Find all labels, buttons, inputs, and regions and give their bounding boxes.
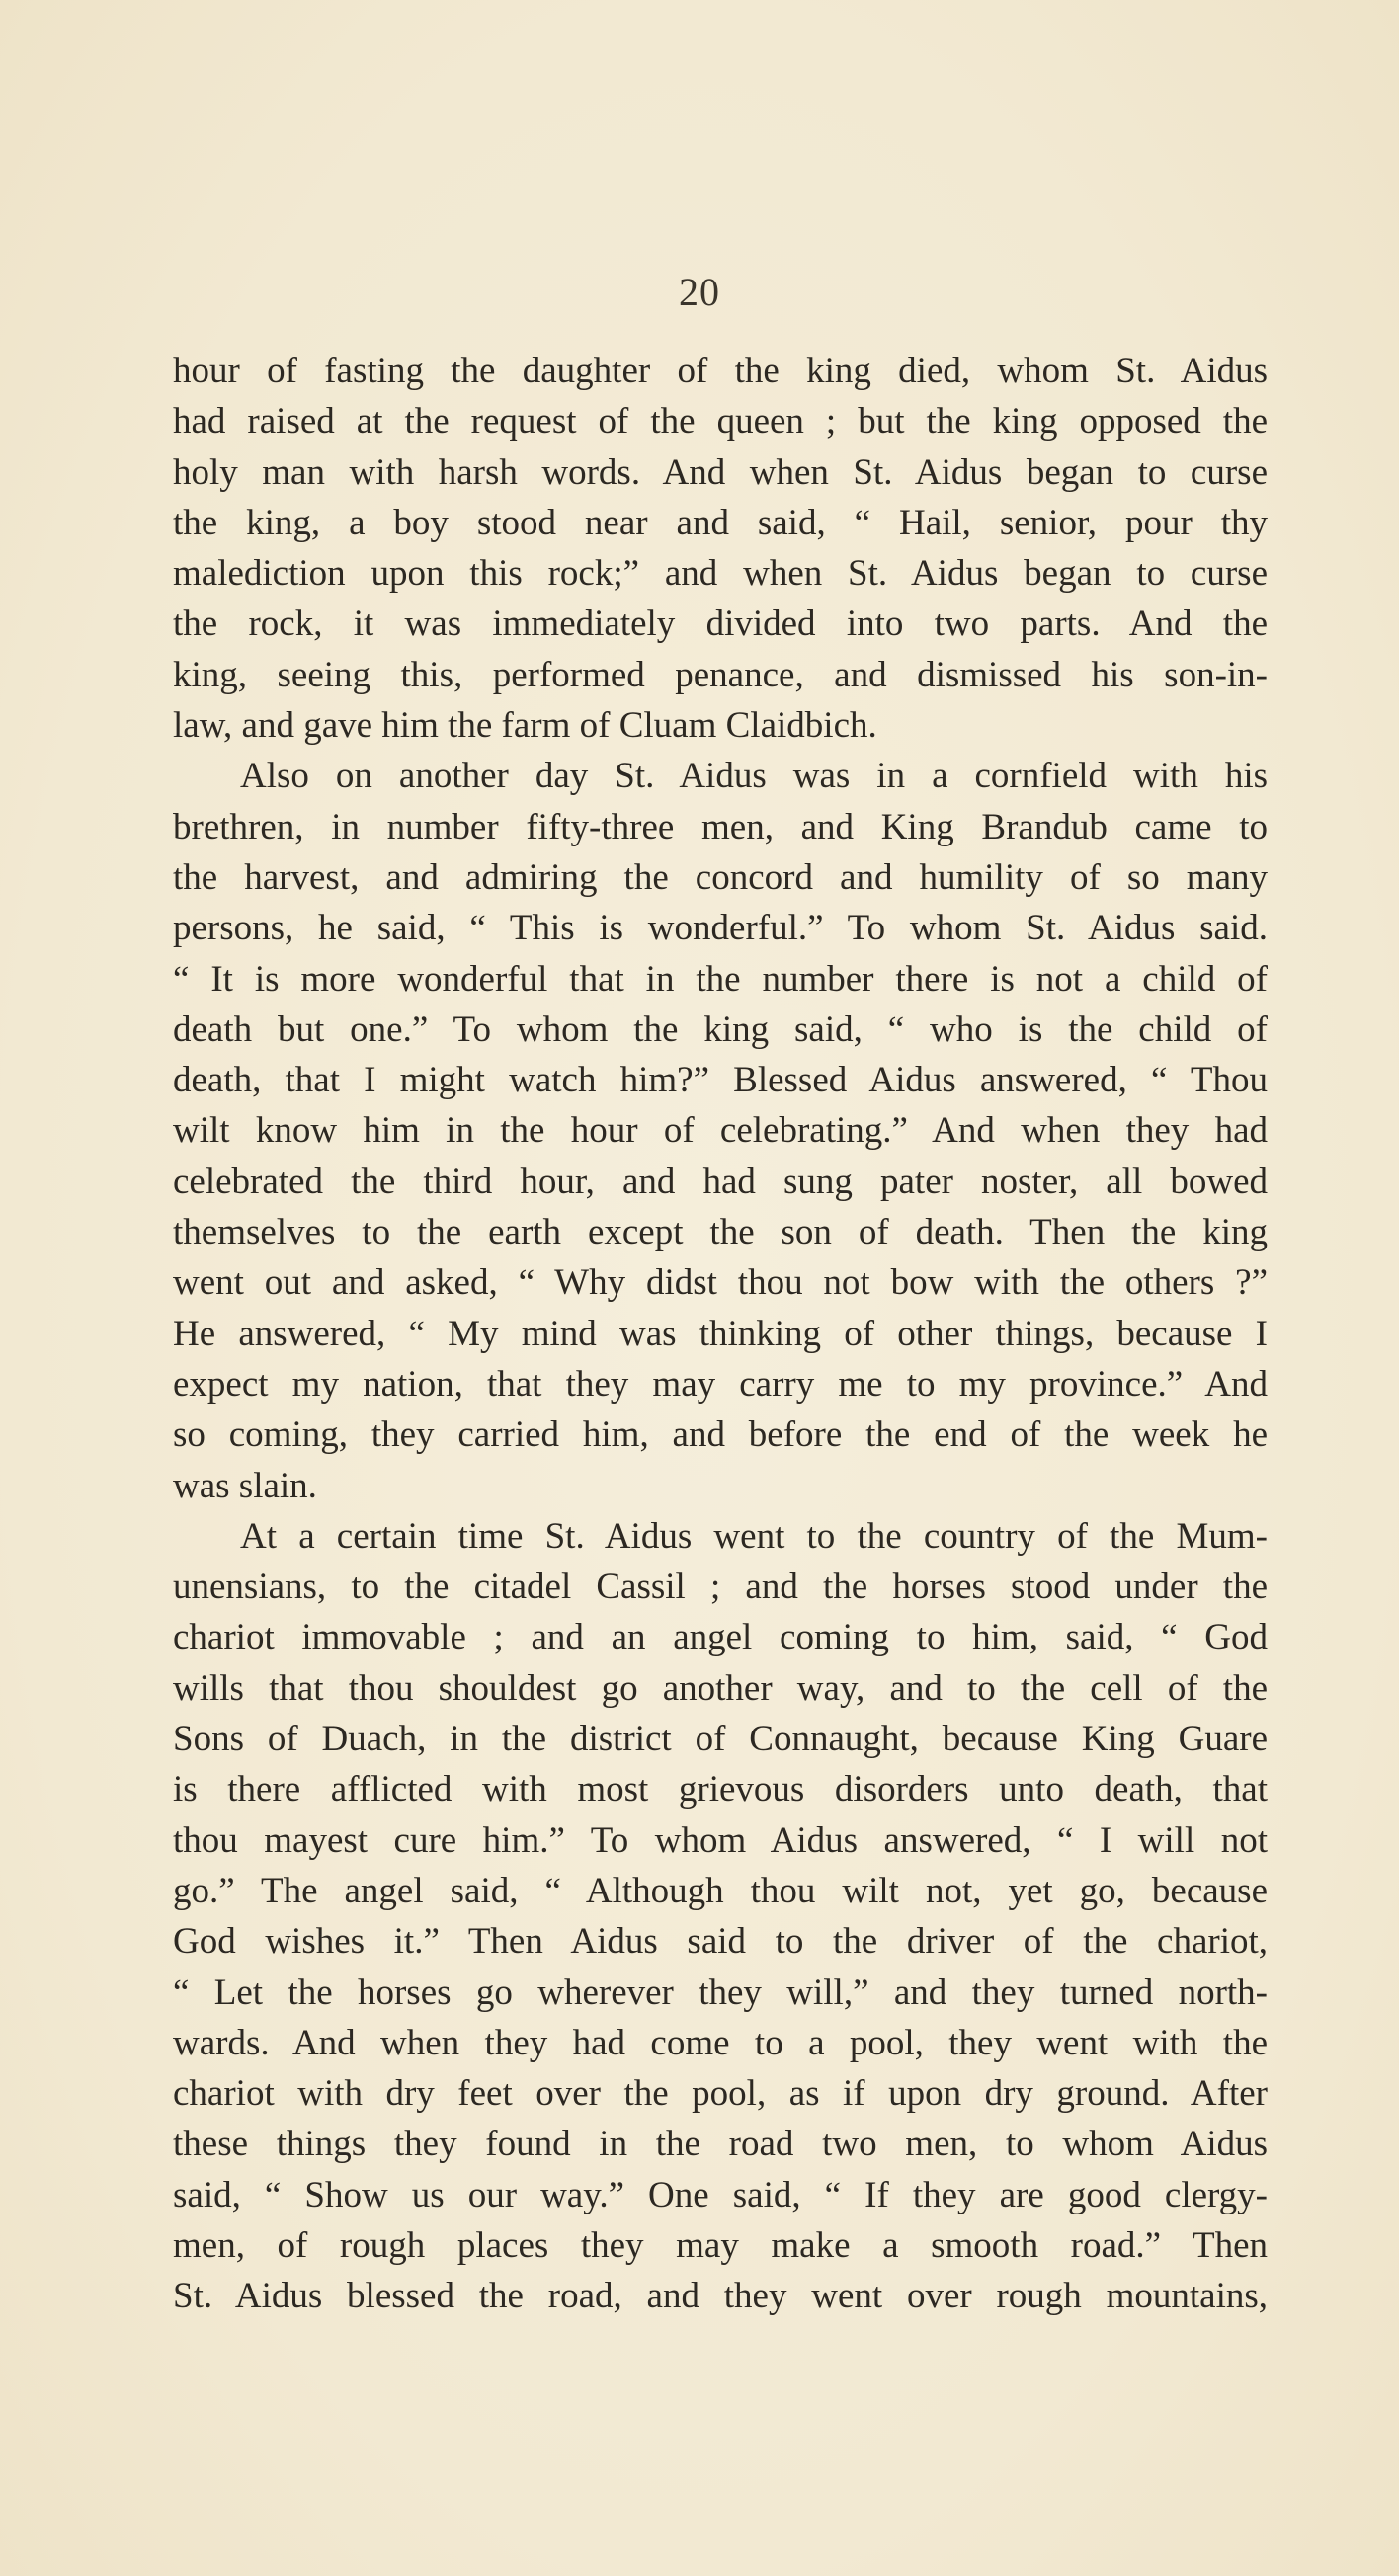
text-line: death but one.” To whom the king said, “ who is the child of [173,1008,1268,1050]
text-line: the rock, it was immediately divided into two parts. And the [173,604,1268,645]
text-line: so coming, they carried him, and before the end of the week he [173,1414,1268,1456]
text-line: St. Aidus blessed the road, and they went over rough mountains, [173,2276,1268,2317]
text-line: brethren, in number fifty-three men, and King Brandub came to [173,806,1268,847]
text-line: themselves to the earth except the son of death. Then the king [173,1212,1268,1253]
text-line: wards. And when they had come to a pool, they went with the [173,2022,1268,2063]
text-line: unensians, to the citadel Cassil ; and the horses stood under the [173,1567,1268,1608]
text-line: chariot immovable ; and an angel coming to him, said, “ God [173,1617,1268,1658]
text-line: Also on another day St. Aidus was in a cornfield with his [240,756,1268,797]
text-line: said, “ Show us our way.” One said, “ If they are good clergy- [173,2174,1268,2215]
text-line: celebrated the third hour, and had sung pater noster, all bowed [173,1161,1268,1202]
text-line: wills that thou shouldest go another way, and to the cell of the [173,1667,1268,1709]
text-line: expect my nation, that they may carry me to my province.” And [173,1363,1268,1405]
text-line: persons, he said, “ This is wonderful.” To whom St. Aidus said. [173,908,1268,949]
text-line: went out and asked, “ Why didst thou not bow with the others ?” [173,1262,1268,1304]
text-line: the harvest, and admiring the concord and humility of so many [173,856,1268,898]
text-line: go.” The angel said, “ Although thou wilt not, yet go, because [173,1870,1268,1911]
text-line: these things they found in the road two men, to whom Aidus [173,2124,1268,2165]
text-line: hour of fasting the daughter of the king died, whom St. Aidus [173,351,1268,391]
text-line: At a certain time St. Aidus went to the country of the Mum- [240,1515,1268,1557]
text-line: holy man with harsh words. And when St. Aidus began to curse [173,451,1268,493]
text-line: Sons of Duach, in the district of Connaught, because King Guare [173,1719,1268,1760]
text-line: king, seeing this, performed penance, and dismissed his son-in- [173,654,1268,695]
text-line: chariot with dry feet over the pool, as if upon dry ground. After [173,2073,1268,2115]
body-text [173,346,1268,2322]
text-line: the king, a boy stood near and said, “ Hail, senior, pour thy [173,502,1268,543]
text-line: men, of rough places they may make a smooth road.” Then [173,2224,1268,2266]
text-line: malediction upon this rock;” and when St. Aidus began to curse [173,553,1268,595]
text-line: was slain. [173,1465,317,1506]
text-line: “ Let the horses go wherever they will,” and they turned north- [173,1972,1268,2013]
text-line: death, that I might watch him?” Blessed Aidus answered, “ Thou [173,1060,1268,1101]
text-line: law, and gave him the farm of Cluam Claidbich. [173,705,877,747]
text-line: is there afflicted with most grievous disorders unto death, that [173,1769,1268,1811]
text-line: thou mayest cure him.” To whom Aidus answered, “ I will not [173,1819,1268,1861]
text-line: had raised at the request of the queen ; but the king opposed the [173,401,1268,443]
text-line: “ It is more wonderful that in the number there is not a child of [173,958,1268,1000]
page-number: 20 [679,270,720,314]
text-line: He answered, “ My mind was thinking of other things, because I [173,1313,1268,1354]
text-line: God wishes it.” Then Aidus said to the driver of the chariot, [173,1921,1268,1963]
text-line: wilt know him in the hour of celebrating.” And when they had [173,1110,1268,1152]
